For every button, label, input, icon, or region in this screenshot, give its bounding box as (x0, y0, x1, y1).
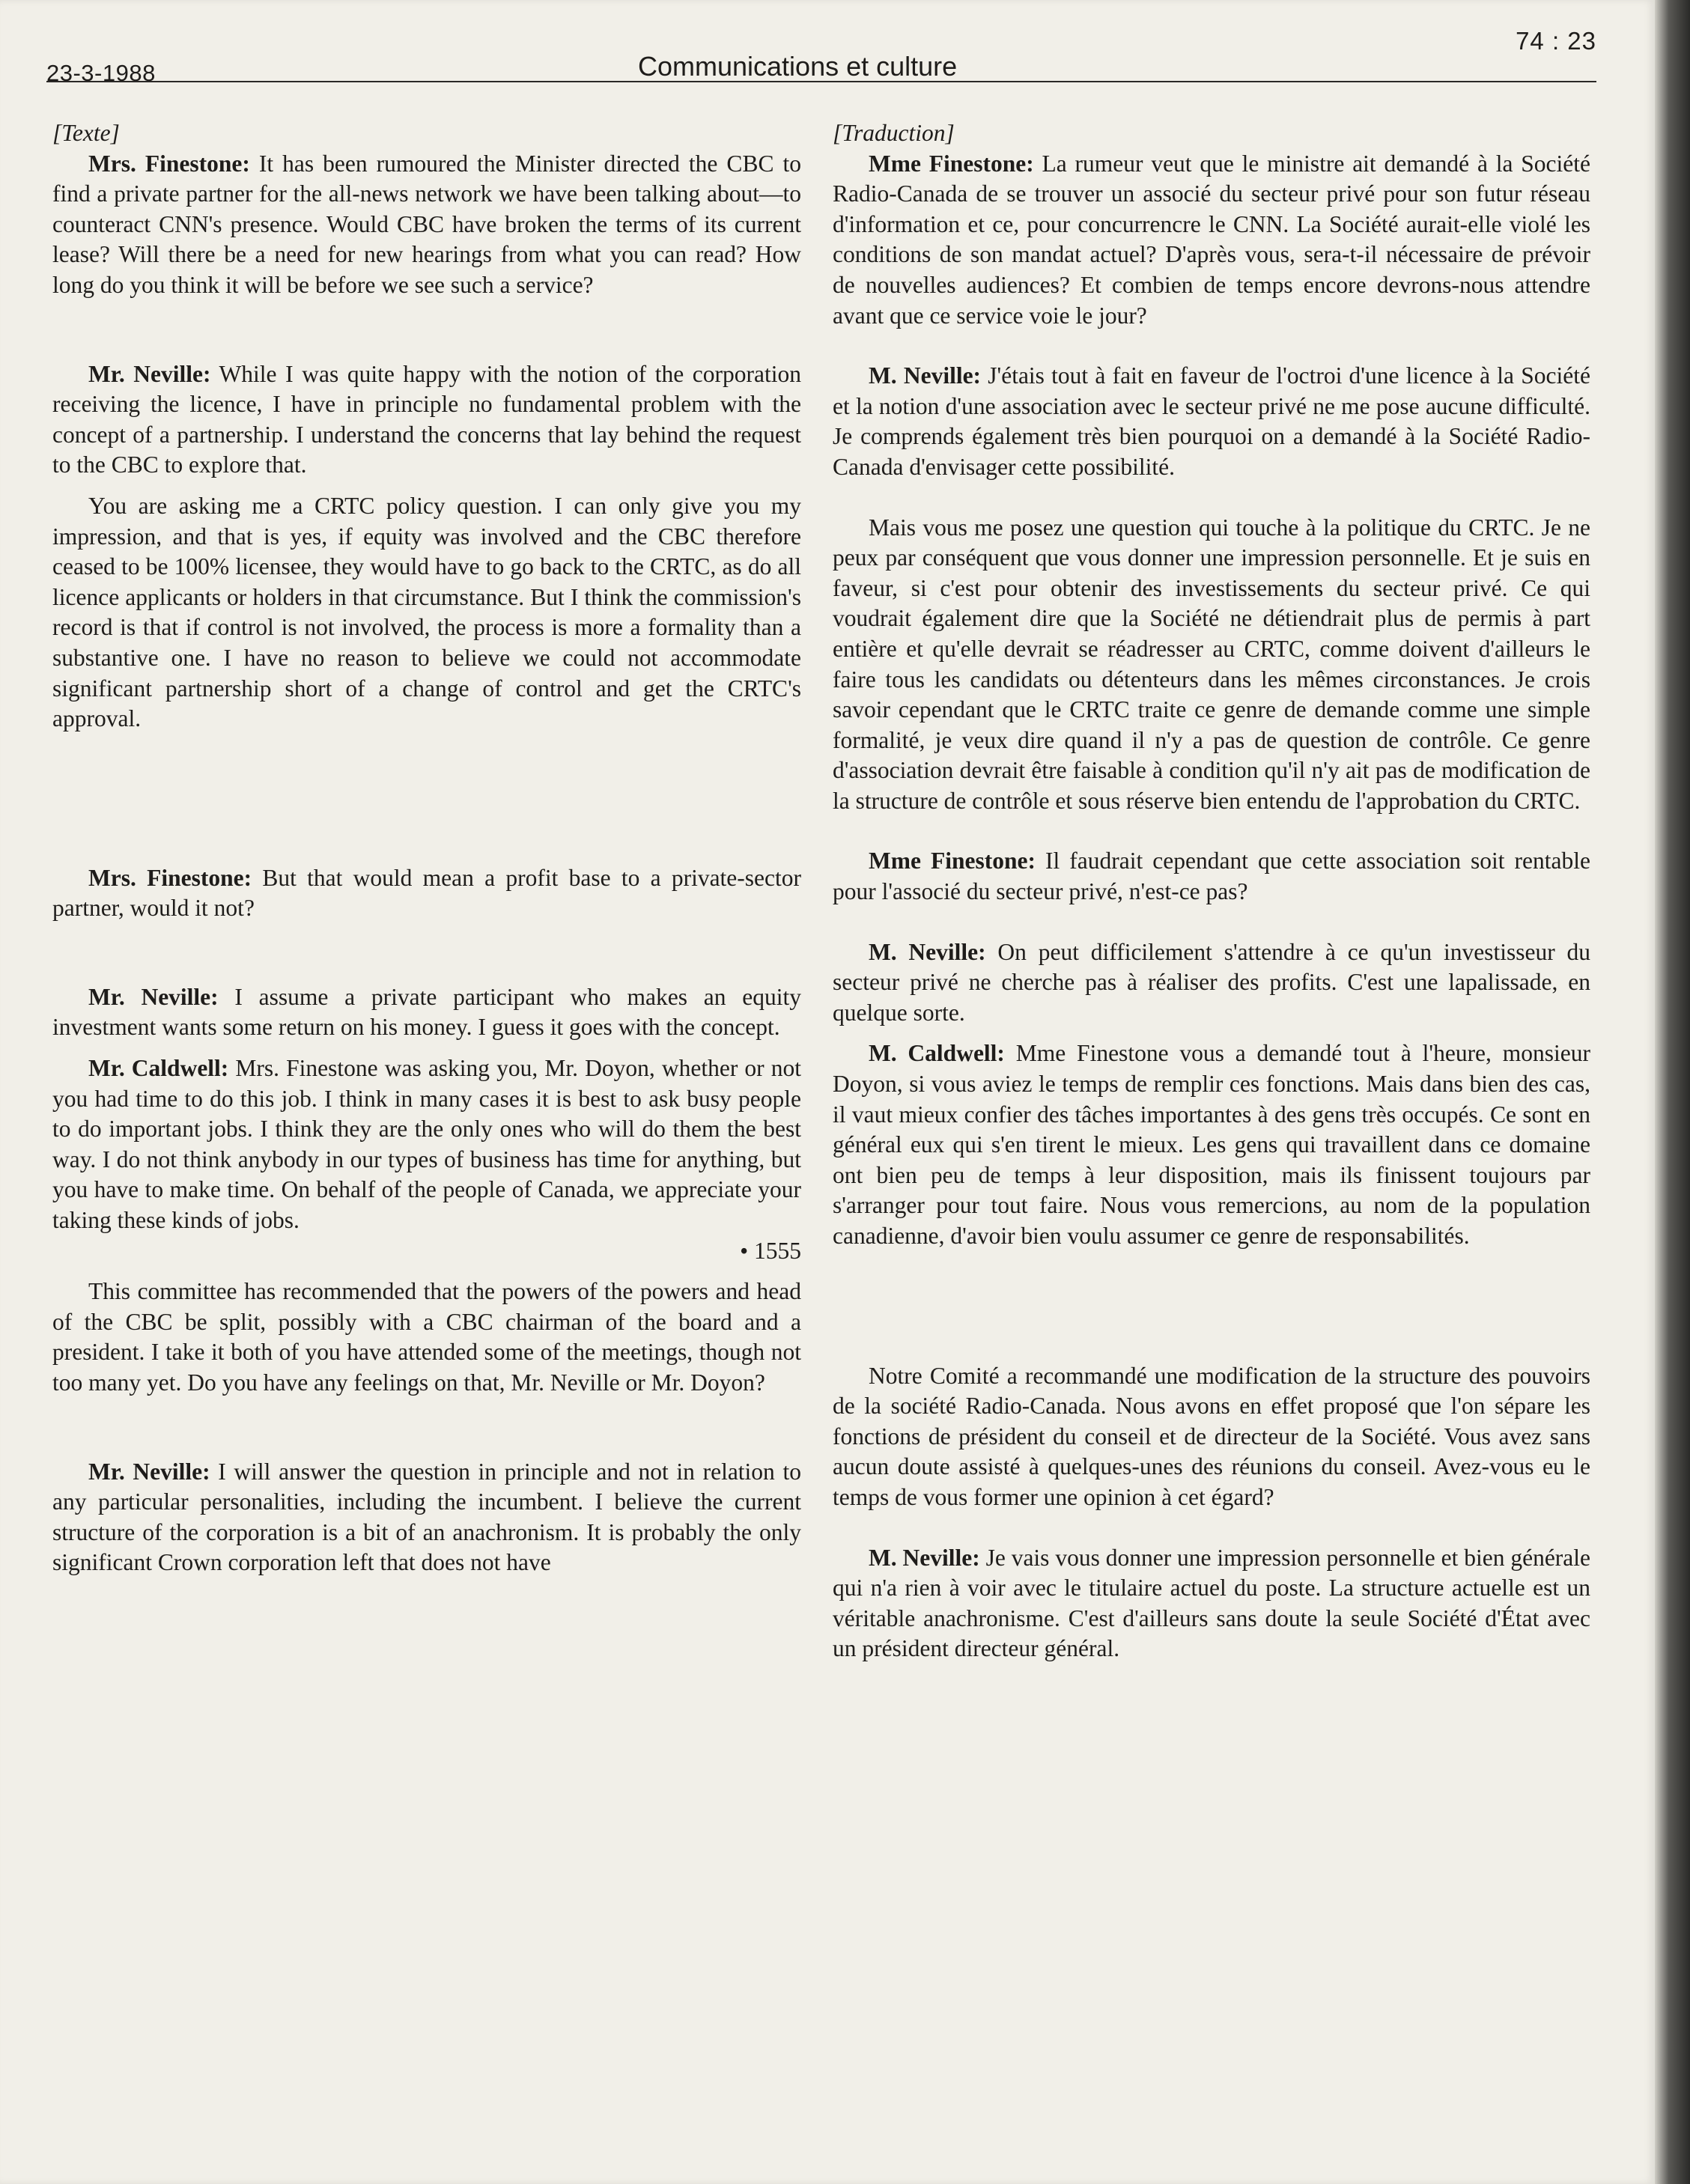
speaker-name: M. Caldwell: (869, 1040, 1005, 1067)
paragraph (833, 149, 1590, 332)
speaker-name: Mr. Neville: (88, 983, 219, 1010)
paragraph-text: On peut difficilement s'attendre à ce qu'un investisseur du secteur privé ne cherche pas à réaliser des profits. C'est une lapalissade, en quelque sorte. (833, 938, 1590, 1026)
paragraph (833, 1543, 1590, 1664)
paragraph (52, 1053, 801, 1236)
speaker-name: Mme Finestone: (869, 150, 1034, 177)
paragraph-text: Mme Finestone vous a demandé tout à l'heure, monsieur Doyon, si vous aviez le temps de remplir ces fonctions. Mais dans bien des cas, il vaut mieux confier des tâches importantes à des gens très occupés. Ce sont en général eux qui s'en tirent le mieux. Les gens qui travaillent dans ce domaine ont bien peu de temps à leur disposition, mais ils finissent toujours par s'arranger pour tout faire. Nous vous remercions, au nom de la population canadienne, d'avoir bien voulu assumer ce genre de responsabilités. (833, 1040, 1590, 1249)
paragraph-text: While I was quite happy with the notion of the corporation receiving the licence, I have in principle no fundamental problem with the concept of a partnership. I understand the concerns that lay behind the request to the CBC to explore that. (52, 360, 801, 478)
page-header (46, 27, 1596, 90)
speaker-name: Mr. Neville: (88, 1458, 210, 1485)
french-column (833, 118, 1590, 1664)
paragraph-text: Il faudrait cependant que cette association soit rentable pour l'associé du secteur privé, n'est-ce pas? (833, 848, 1590, 905)
page-number: 74 : 23 (1516, 27, 1596, 55)
paragraph (833, 846, 1590, 907)
header-date: 23-3-1988 (46, 60, 156, 86)
paragraph-text: Mrs. Finestone was asking you, Mr. Doyon, whether or not you had time to do this job. I think in many cases it is best to ask busy people to do important jobs. I think they are the only ones who will do them the best way. I do not think anybody in our types of business has time for anything, but you have to make time. On behalf of the people of Canada, we appreciate your taking these kinds of jobs. (52, 1055, 802, 1234)
speaker-name: M. Neville: (869, 1544, 980, 1571)
paragraph-text: You are asking me a CRTC policy question. I can only give you my impression, and that is yes, if equity was involved and the CBC therefore ceased to be 100% licensee, they would have to go back to the CRTC, as do all licence applicants or holders in that circumstance. But I think the commission's record is that if control is not involved, the process is more a formality than a substantive one. I have no reason to believe we could not accommodate significant partnership short of a change of control and get the CRTC's approval. (52, 492, 801, 732)
paragraph-text: J'étais tout à fait en faveur de l'octroi d'une licence à la Société et la notion d'une association avec le secteur privé ne me pose aucune difficulté. Je comprends également très bien pourquoi on a demandé à la Société Radio-Canada d'envisager cette possibilité. (833, 362, 1590, 480)
paragraph-text: I will answer the question in principle and not in relation to any particular personalities, including the incumbent. I believe the current structure of the corporation is a bit of an anachronism. It is probably the only significant Crown corporation left that does not have (52, 1458, 801, 1576)
speaker-name: Mr. Neville: (88, 360, 211, 387)
paragraph (833, 361, 1590, 482)
paragraph-text: Notre Comité a recommandé une modification de la structure des pouvoirs de la société Radio-Canada. Nous avons en effet proposé que l'on sépare les fonctions de président du conseil et de directeur de la Société. Vous avez sans aucun doute assisté à quelques-unes des réunions du conseil. Avez-vous eu le temps de vous former une opinion à cet égard? (833, 1362, 1590, 1510)
paragraph-text: Mais vous me posez une question qui touche à la politique du CRTC. Je ne peux par conséquent que vous donner une impression personnelle. Et je suis en faveur, si c'est pour obtenir des investissements du secteur privé. Ce qui voudrait également dire que la Société ne détiendrait plus de permis à part entière et qu'elle devrait se réadresser au CRTC, comme doivent d'ailleurs le faire tous les candidats ou détenteurs dans les mêmes circonstances. Je crois savoir cependant que le CRTC traite ce genre de demande comme une simple formalité, je veux dire quand il n'y a pas de question de contrôle. Ce genre d'association devrait être faisable à condition qu'il n'y ait pas de modification de la structure de contrôle et sous réserve bien entendu de l'approbation du CRTC. (833, 514, 1590, 814)
paragraph-text: I assume a private participant who makes an equity investment wants some return on his money. I guess it goes with the concept. (52, 983, 801, 1041)
paragraph-text: This committee has recommended that the powers of the powers and head of the CBC be split, possibly with a CBC chairman of the board and a president. I take it both of you have attended some of the meetings, though not too many yet. Do you have any feelings on that, Mr. Neville or Mr. Doyon? (52, 1278, 801, 1396)
paragraph (52, 863, 801, 924)
paragraph (52, 1277, 801, 1398)
header-rule (46, 81, 1596, 82)
speaker-name: Mme Finestone: (869, 848, 1036, 874)
speaker-name: Mrs. Finestone: (88, 150, 250, 177)
speaker-name: M. Neville: (869, 362, 982, 389)
paragraph (52, 982, 801, 1043)
scan-edge (1655, 0, 1690, 2184)
paragraph (52, 1457, 801, 1578)
paragraph (833, 937, 1590, 1029)
paragraph-text: Je vais vous donner une impression personnelle et bien générale qui n'a rien à voir avec le titulaire actuel du poste. La structure actuelle est un véritable anachronisme. C'est d'ailleurs sans doute la seule Société d'État avec un président directeur général. (833, 1544, 1591, 1662)
english-column (52, 118, 801, 1578)
paragraph (833, 1361, 1590, 1513)
paragraph (833, 1038, 1590, 1251)
speaker-name: M. Neville: (869, 938, 986, 965)
paragraph (52, 491, 801, 734)
paragraph (52, 149, 801, 301)
paragraph-text: But that would mean a profit base to a private-sector partner, would it not? (52, 864, 801, 922)
column-tag: [Texte] (52, 120, 120, 146)
header-title: Communications et culture (638, 51, 958, 82)
time-marker: • 1555 (740, 1237, 801, 1264)
paragraph-text: La rumeur veut que le ministre ait demandé à la Société Radio-Canada de se trouver un associé du secteur privé pour son futur réseau d'information et ce, pour concurrencre le CNN. La Société aurait-elle violé les conditions de son mandat actuel? D'après vous, sera-t-il nécessaire de prévoir de nouvelles audiences? Et combien de temps encore devrons-nous attendre avant que ce service voie le jour? (833, 150, 1590, 329)
paragraph (833, 513, 1590, 817)
paragraph (52, 359, 801, 481)
paragraph-text: It has been rumoured the Minister directed the CBC to find a private partner for the all-news network we have been talking about—to counteract CNN's presence. Would CBC have broken the terms of its current lease? Will there be a need for new hearings from what you can read? How long do you think it will be before we see such a service? (52, 150, 801, 298)
speaker-name: Mr. Caldwell: (88, 1055, 229, 1082)
speaker-name: Mrs. Finestone: (88, 864, 252, 891)
column-tag: [Traduction] (833, 120, 955, 146)
